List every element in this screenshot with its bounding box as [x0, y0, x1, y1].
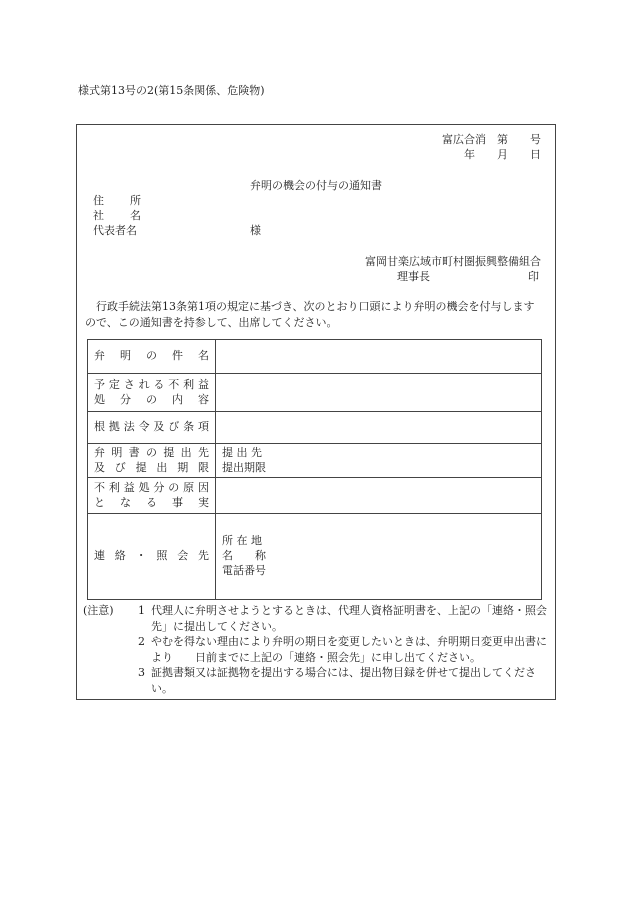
representative-row — [93, 224, 137, 238]
document-number: 富広合消 第 号 — [442, 133, 541, 146]
note-item: (注意) 1 代理人に弁明させようとするときは、代理人資格証明書を、上記の「連絡・照会先」に提出してください。 — [83, 604, 547, 633]
value-disposition — [216, 374, 542, 412]
label-subject: 弁明の件名 — [88, 340, 216, 374]
value-subject — [216, 340, 542, 374]
info-table — [87, 339, 542, 600]
table-row — [88, 478, 542, 514]
notice-form — [76, 124, 556, 700]
note-item: 3 証拠書類又は証拠物を提出する場合には、提出物目録を併せて提出してください。 — [83, 665, 547, 696]
value-submission: 提 出 先 提出期限 — [216, 444, 542, 478]
issuer-organization: 富岡甘楽広域市町村圏振興整備組合 — [365, 255, 541, 268]
table-row — [88, 444, 542, 478]
note-item: 2 やむを得ない理由により弁明の期日を変更したいときは、弁明期日変更申出書により 日前までに上記の「連絡・照会先」に申し出てください。 — [83, 634, 547, 665]
document-title: 弁明の機会の付与の通知書 — [250, 179, 382, 192]
table-row — [88, 514, 542, 600]
company-row — [93, 209, 141, 223]
label-cause: 不利益処分の原因 となる事実 — [88, 478, 216, 514]
representative-label: 代表者名 — [93, 224, 137, 237]
body-paragraph: 行政手続法第13条第1項の規定に基づき、次のとおり口頭により弁明の機会を付与しますので、この通知書を持参して、出席してください。 — [85, 300, 535, 329]
label-legal-basis: 根拠法令及び条項 — [88, 412, 216, 444]
note-number: 3 — [138, 666, 145, 680]
table-row — [88, 340, 542, 374]
address-label: 住所 — [93, 194, 141, 207]
table-row — [88, 412, 542, 444]
label-contact: 連絡・照会先 — [88, 514, 216, 600]
form-number: 様式第13号の2(第15条関係、危険物) — [78, 84, 265, 97]
value-cause — [216, 478, 542, 514]
honorific: 様 — [250, 224, 261, 237]
notes-section — [83, 603, 547, 697]
issuer-title: 理事長 — [397, 270, 430, 283]
note-number: 2 — [138, 635, 145, 649]
note-number: 1 — [138, 604, 145, 617]
address-row — [93, 194, 141, 208]
value-contact: 所 在 地 名 称 電話番号 — [216, 514, 542, 600]
label-disposition: 予定される不利益 処分の内容 — [88, 374, 216, 412]
notes-heading: (注意) — [83, 604, 114, 617]
issue-date: 年 月 日 — [464, 148, 541, 161]
value-legal-basis — [216, 412, 542, 444]
seal-mark: 印 — [528, 270, 539, 283]
company-label: 社名 — [93, 209, 141, 222]
table-row — [88, 374, 542, 412]
label-submission: 弁明書の提出先 及び提出期限 — [88, 444, 216, 478]
